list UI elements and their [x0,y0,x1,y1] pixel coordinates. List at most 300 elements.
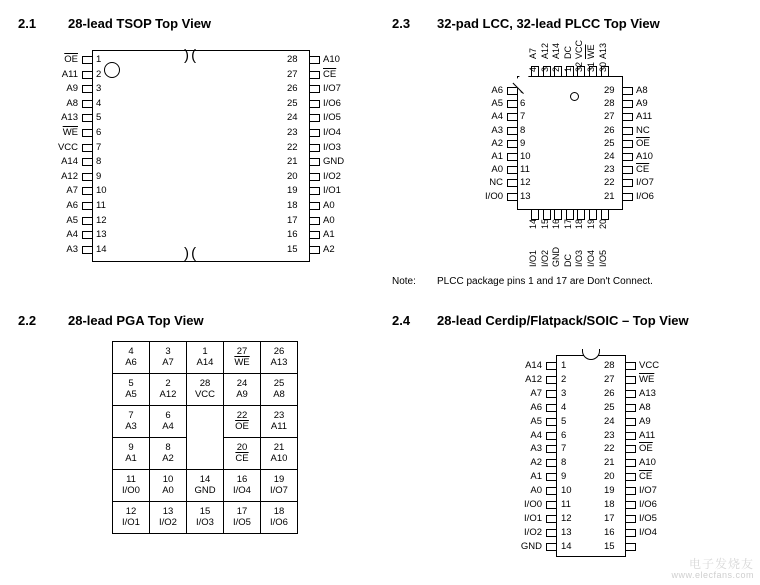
lcc-top-pinlabel-2: A14 [551,42,562,59]
pga-row [113,406,298,438]
cerdip-left-pinnum-13: 13 [561,526,572,538]
pga-pinnum-21: 21 [273,441,285,453]
pga-signal-12: I/O1 [122,516,140,528]
pga-cell-24 [224,374,261,406]
tsop-left-pinnum-2: 2 [96,68,102,80]
tsop-right-lead-18 [309,202,320,210]
pga-signal-13: I/O2 [159,516,177,528]
tsop-left-pinlabel-5: A13 [61,112,78,124]
cerdip-left-pinlabel-2: A12 [525,373,542,385]
cerdip-left-lead-8 [546,459,557,467]
cerdip-left-pinnum-1: 1 [561,360,567,371]
lcc-bottom-pinlabel-14: I/O1 [528,249,538,267]
pga-signal-26: A13 [270,356,288,368]
tsop-right-pinlabel-23: I/O4 [323,127,341,138]
tsop-right-lead-21 [309,158,320,166]
tsop-right-pinnum-27: 27 [287,68,298,80]
cerdip-left-pinlabel-1: A14 [525,360,542,371]
tsop-left-pinnum-1: 1 [96,54,102,65]
cerdip-left-pinnum-10: 10 [561,485,572,497]
tsop-right-pinnum-26: 26 [287,83,298,95]
tsop-right-pinnum-20: 20 [287,170,298,182]
cerdip-right-pinlabel-16: I/O4 [639,526,657,538]
tsop-left-pinlabel-9: A12 [61,170,78,182]
cerdip-left-pinlabel-11: I/O0 [524,499,542,510]
pga-cell-23 [261,406,298,438]
cerdip-right-pinlabel-17: I/O5 [639,512,657,524]
lcc-right-lead-24 [622,153,633,161]
pga-cell-9 [113,438,150,470]
cerdip-left-pinnum-12: 12 [561,512,572,524]
lcc-bottom-pinlabel-19: I/O4 [586,249,596,267]
lcc-left-pinnum-6: 6 [520,98,526,110]
pga-row [113,374,298,406]
tsop-right-lead-28 [309,56,320,64]
lcc-right-pinlabel-21: I/O6 [636,190,654,202]
cerdip-left-pinlabel-14: GND [520,540,542,552]
cerdip-right-pinnum-26: 26 [604,387,615,399]
pga-signal-16: I/O4 [233,484,251,496]
pga-pinnum-3: 3 [165,345,171,357]
tsop-right-pinlabel-16: A1 [323,229,335,241]
cerdip-left-pinnum-8: 8 [561,457,567,469]
pga-pinnum-28: 28 [199,377,211,389]
lcc-left-pinlabel-10: A1 [491,151,503,162]
lcc-right-lead-23 [622,166,633,174]
cerdip-right-pinnum-27: 27 [604,373,615,385]
cerdip-left-pinlabel-4: A6 [530,401,542,413]
cerdip-right-lead-24 [625,418,636,426]
plcc-note-text: PLCC package pins 1 and 17 are Don't Connect. [437,276,653,287]
cerdip-right-pinnum-22: 22 [604,443,615,455]
pga-signal-9: A1 [125,452,137,464]
cerdip-right-pinlabel-19: I/O7 [639,485,657,497]
tsop-right-pinnum-23: 23 [287,127,298,138]
pga-signal-10: A0 [162,484,174,496]
tsop-left-lead-12 [82,217,93,225]
pga-cell-28 [187,374,224,406]
tsop-right-lead-22 [309,144,320,152]
lcc-left-lead-10 [507,153,518,161]
pga-signal-18: I/O6 [270,516,288,528]
pga-cell-22 [224,406,261,438]
cerdip-left-lead-14 [546,543,557,551]
pga-cell-4 [113,342,150,374]
tsop-left-pinnum-10: 10 [96,185,107,197]
lcc-top-pinlabel-1: DC [562,46,573,59]
lcc-right-pinlabel-22: I/O7 [636,177,654,189]
lcc-bottom-pinnum-15: 15 [539,218,550,229]
pga-pinnum-14: 14 [199,473,211,485]
lcc-bottom-pinnum-19: 19 [586,218,596,229]
lcc-left-pinnum-9: 9 [520,137,526,149]
lcc-left-pinlabel-7: A4 [491,111,503,123]
tsop-right-pinlabel-25: I/O6 [323,97,341,109]
lcc-right-pinnum-24: 24 [604,151,615,162]
tsop-right-lead-15 [309,246,320,254]
lcc-left-lead-13 [507,193,518,201]
tsop-left-pinlabel-2: A11 [61,68,78,80]
section-title-lcc: 32-pad LCC, 32-lead PLCC Top View [437,16,660,31]
pga-cell-15 [187,502,224,534]
tsop-right-lead-20 [309,173,320,181]
pga-cell-18 [261,502,298,534]
tsop-left-lead-13 [82,231,93,239]
lcc-right-pinnum-27: 27 [604,111,615,123]
tsop-break-top: ) ( [184,47,196,64]
tsop-right-lead-19 [309,187,320,195]
lcc-right-lead-21 [622,193,633,201]
cerdip-left-pinlabel-9: A1 [530,471,542,483]
pga-pinnum-1: 1 [202,345,208,357]
tsop-right-pinnum-19: 19 [287,185,298,197]
tsop-right-pinlabel-22: I/O3 [323,141,341,153]
pga-pinnum-8: 8 [165,441,171,453]
pga-cell-14 [187,470,224,502]
lcc-right-pinlabel-25: $\overline{OE}$ [636,137,650,149]
lcc-bottom-pinnum-20: 20 [597,218,608,229]
cerdip-right-pinnum-15: 15 [604,540,615,552]
tsop-left-lead-7 [82,144,93,152]
lcc-left-lead-9 [507,140,518,148]
tsop-left-pinnum-8: 8 [96,156,102,168]
tsop-right-pinlabel-15: A2 [323,243,335,255]
cerdip-right-pinlabel-27: $\overline{WE}$ [639,373,655,385]
cerdip-right-pinnum-19: 19 [604,485,615,497]
tsop-right-pinnum-28: 28 [287,54,298,65]
lcc-right-pinnum-28: 28 [604,98,615,110]
tsop-left-lead-5 [82,114,93,122]
tsop-left-lead-11 [82,202,93,210]
lcc-left-pinlabel-6: A5 [491,98,503,110]
watermark-cn: 电子发烧友 [688,556,754,571]
pga-pinnum-26: 26 [273,345,285,357]
cerdip-right-pinlabel-21: A10 [639,457,656,469]
pga-pinnum-17: 17 [236,505,248,517]
pga-pin-grid [112,341,298,534]
pga-pinnum-13: 13 [162,505,174,517]
cerdip-right-lead-26 [625,390,636,398]
cerdip-right-pinlabel-25: A8 [639,401,651,413]
tsop-right-pinlabel-27: $\overline{CE}$ [323,68,337,80]
cerdip-right-lead-20 [625,473,636,481]
tsop-package-body [92,50,310,262]
tsop-left-lead-14 [82,246,93,254]
lcc-top-pinnum-4: 4 [528,66,538,72]
cerdip-left-lead-3 [546,390,557,398]
tsop-left-lead-10 [82,187,93,195]
pga-cell-16 [224,470,261,502]
cerdip-right-lead-16 [625,529,636,537]
tsop-left-pinnum-3: 3 [96,83,102,95]
lcc-left-lead-7 [507,113,518,121]
tsop-left-pinnum-5: 5 [96,112,102,124]
lcc-top-pinnum-1: 1 [562,66,573,72]
pga-pinnum-2: 2 [165,377,171,389]
pga-signal-21: A10 [270,452,288,464]
lcc-right-pinlabel-24: A10 [636,151,653,162]
cerdip-left-lead-2 [546,376,557,384]
tsop-right-pinlabel-26: I/O7 [323,83,341,95]
pga-signal-4: A6 [125,356,137,368]
pga-row [113,470,298,502]
tsop-right-lead-26 [309,85,320,93]
tsop-right-lead-16 [309,231,320,239]
lcc-left-lead-5 [507,87,518,95]
pga-signal-20: $\overline{CE}$ [235,452,249,464]
cerdip-right-lead-21 [625,459,636,467]
pga-pinnum-23: 23 [273,409,285,421]
pga-cell-8 [150,438,187,470]
cerdip-right-pinnum-18: 18 [604,499,615,510]
cerdip-left-pinnum-3: 3 [561,387,567,399]
lcc-left-lead-8 [507,127,518,135]
lcc-left-pinlabel-11: A0 [491,164,503,176]
lcc-right-pinnum-22: 22 [604,177,615,189]
tsop-right-lead-17 [309,217,320,225]
tsop-left-lead-8 [82,158,93,166]
tsop-left-pinnum-6: 6 [96,127,102,138]
cerdip-left-pinlabel-10: A0 [530,485,542,497]
pga-row [113,342,298,374]
tsop-right-pinlabel-28: A10 [323,54,340,65]
section-title-tsop: 28-lead TSOP Top View [68,16,212,31]
cerdip-left-lead-6 [546,432,557,440]
lcc-right-lead-25 [622,140,633,148]
cerdip-right-pinnum-24: 24 [604,415,615,427]
pga-pinnum-11: 11 [126,473,136,485]
section-number-2-3: 2.3 [392,16,411,31]
cerdip-left-pinnum-6: 6 [561,429,567,441]
tsop-right-pinlabel-21: GND [323,156,345,168]
tsop-right-pinlabel-20: I/O2 [323,170,341,182]
cerdip-right-lead-15 [625,543,636,551]
tsop-right-pinlabel-24: I/O5 [323,112,341,124]
tsop-break-bottom: ) ( [184,245,196,262]
lcc-right-lead-28 [622,100,633,108]
lcc-bottom-pinlabel-17: DC [562,254,573,267]
pga-signal-19: I/O7 [270,484,288,496]
pga-pinnum-18: 18 [273,505,285,517]
lcc-bottom-pinnum-16: 16 [551,218,562,229]
pga-cell-1 [187,342,224,374]
pga-cell-10 [150,470,187,502]
tsop-right-pinnum-24: 24 [287,112,298,124]
pga-signal-28: VCC [194,388,216,400]
tsop-left-pinnum-12: 12 [96,214,107,226]
lcc-right-pinlabel-28: A9 [636,98,648,110]
cerdip-right-lead-18 [625,501,636,509]
pga-signal-2: A12 [159,388,177,400]
tsop-left-pinlabel-13: A4 [66,229,78,241]
lcc-right-lead-26 [622,127,633,135]
pga-cell-25 [261,374,298,406]
tsop-left-pinlabel-11: A6 [66,200,78,211]
pga-signal-27: $\overline{WE}$ [234,356,250,368]
cerdip-right-pinnum-23: 23 [604,429,615,441]
cerdip-right-pinnum-16: 16 [604,526,615,538]
tsop-left-pinnum-9: 9 [96,170,102,182]
pga-pinnum-7: 7 [128,409,134,421]
cerdip-right-lead-17 [625,515,636,523]
watermark-en: www.elecfans.com [671,570,754,581]
pga-pinnum-6: 6 [165,409,171,421]
cerdip-right-pinlabel-23: A11 [639,429,656,441]
lcc-bottom-pinlabel-18: I/O3 [574,249,585,267]
pga-cell-27 [224,342,261,374]
cerdip-left-lead-13 [546,529,557,537]
lcc-right-pinlabel-29: A8 [636,85,648,96]
pga-pinnum-19: 19 [273,473,285,485]
lcc-left-pinlabel-5: A6 [491,85,503,96]
cerdip-left-pinnum-7: 7 [561,443,567,455]
lcc-right-pinnum-29: 29 [604,85,615,96]
pga-pinnum-10: 10 [162,473,174,485]
cerdip-right-pinnum-28: 28 [604,360,615,371]
cerdip-right-pinlabel-18: I/O6 [639,499,657,510]
tsop-left-pinnum-7: 7 [96,141,102,153]
lcc-top-pinlabel-4: A7 [528,47,538,59]
pga-pinnum-22: 22 [236,409,248,421]
lcc-left-pinlabel-12: NC [489,177,503,189]
lcc-left-pinnum-10: 10 [520,151,531,162]
tsop-left-pinnum-13: 13 [96,229,107,241]
lcc-left-pinnum-7: 7 [520,111,526,123]
cerdip-right-lead-23 [625,432,636,440]
lcc-right-lead-27 [622,113,633,121]
cerdip-left-pinlabel-5: A5 [530,415,542,427]
tsop-left-pinnum-4: 4 [96,97,102,109]
cerdip-right-pinnum-25: 25 [604,401,615,413]
pga-signal-24: A9 [236,388,248,400]
cerdip-left-lead-5 [546,418,557,426]
pga-pinnum-12: 12 [125,505,137,517]
lcc-bottom-pinlabel-16: GND [551,247,562,267]
pga-signal-6: A4 [162,420,174,432]
cerdip-right-pinlabel-20: $\overline{CE}$ [639,471,653,483]
lcc-left-pinlabel-8: A3 [491,124,503,136]
pga-pinnum-25: 25 [273,377,285,389]
cerdip-right-pinlabel-28: VCC [639,360,660,371]
tsop-right-pinnum-21: 21 [287,156,298,168]
pga-cell-12 [113,502,150,534]
pga-pinnum-4: 4 [128,345,134,357]
pga-cell-11 [113,470,150,502]
pga-pinnum-16: 16 [236,473,248,485]
lcc-top-pinlabel-32: VCC [574,39,585,59]
pga-signal-25: A8 [273,388,285,400]
cerdip-right-lead-28 [625,362,636,370]
watermark [671,558,754,581]
pga-signal-15: I/O3 [196,516,214,528]
tsop-right-lead-23 [309,129,320,137]
lcc-top-pinnum-3: 3 [539,66,550,72]
pga-pinnum-24: 24 [236,377,248,389]
lcc-top-pinnum-31: 31 [586,61,596,72]
lcc-left-lead-6 [507,100,518,108]
cerdip-left-pinlabel-12: I/O1 [524,512,542,524]
tsop-right-pinlabel-18: A0 [323,200,335,211]
lcc-bottom-pinnum-14: 14 [528,218,538,229]
pga-cell-2 [150,374,187,406]
lcc-pin1-marker [570,92,579,101]
cerdip-right-lead-19 [625,487,636,495]
cerdip-left-lead-7 [546,445,557,453]
pga-signal-22: $\overline{OE}$ [235,420,249,432]
tsop-left-pinnum-14: 14 [96,243,107,255]
cerdip-left-lead-10 [546,487,557,495]
cerdip-left-pinlabel-8: A2 [530,457,542,469]
cerdip-left-lead-12 [546,515,557,523]
pga-cell-5 [113,374,150,406]
pga-signal-11: I/O0 [122,484,140,496]
section-title-pga: 28-lead PGA Top View [68,313,204,328]
cerdip-right-pinlabel-22: $\overline{OE}$ [639,443,653,455]
pga-cell-19 [261,470,298,502]
cerdip-left-pinlabel-6: A4 [530,429,542,441]
pga-pinnum-5: 5 [128,377,134,389]
cerdip-left-pinnum-5: 5 [561,415,567,427]
lcc-top-pinnum-32: 32 [574,61,585,72]
pga-cell-empty [187,438,224,470]
tsop-right-pinnum-17: 17 [287,214,298,226]
pga-cell-empty [187,406,224,438]
tsop-right-pinnum-16: 16 [287,229,298,241]
tsop-left-lead-2 [82,71,93,79]
plcc-note-label: Note: [392,276,416,287]
tsop-right-pinlabel-17: A0 [323,214,335,226]
lcc-right-lead-29 [622,87,633,95]
lcc-top-pinnum-30: 30 [597,61,608,72]
tsop-right-pinnum-15: 15 [287,243,298,255]
pga-row [113,438,298,470]
pga-row [113,502,298,534]
tsop-left-lead-3 [82,85,93,93]
tsop-left-pinlabel-7: VCC [57,141,78,153]
pga-cell-26 [261,342,298,374]
tsop-right-pinnum-25: 25 [287,97,298,109]
lcc-right-lead-22 [622,179,633,187]
cerdip-left-pinnum-14: 14 [561,540,572,552]
cerdip-left-lead-11 [546,501,557,509]
lcc-right-pinnum-23: 23 [604,164,615,176]
lcc-left-pinlabel-13: I/O0 [485,190,503,202]
tsop-right-lead-24 [309,114,320,122]
pga-cell-17 [224,502,261,534]
tsop-right-pinlabel-19: I/O1 [323,185,341,197]
pga-signal-7: A3 [125,420,137,432]
cerdip-right-pinlabel-26: A13 [639,387,656,399]
lcc-right-pinnum-21: 21 [604,190,615,202]
cerdip-right-pinnum-17: 17 [604,512,615,524]
section-title-cerdip: 28-lead Cerdip/Flatpack/SOIC – Top View [437,313,689,328]
cerdip-left-pinlabel-7: A3 [530,443,542,455]
pga-signal-23: A11 [270,420,288,432]
lcc-right-pinnum-25: 25 [604,137,615,149]
lcc-right-pinlabel-27: A11 [636,111,653,123]
tsop-left-lead-9 [82,173,93,181]
cerdip-right-lead-22 [625,445,636,453]
section-number-2-4: 2.4 [392,313,411,328]
lcc-left-pinlabel-9: A2 [491,137,503,149]
cerdip-left-pinnum-4: 4 [561,401,567,413]
pga-cell-21 [261,438,298,470]
pga-signal-5: A5 [125,388,137,400]
pga-signal-17: I/O5 [233,516,251,528]
lcc-left-lead-12 [507,179,518,187]
tsop-left-lead-6 [82,129,93,137]
cerdip-left-lead-4 [546,404,557,412]
